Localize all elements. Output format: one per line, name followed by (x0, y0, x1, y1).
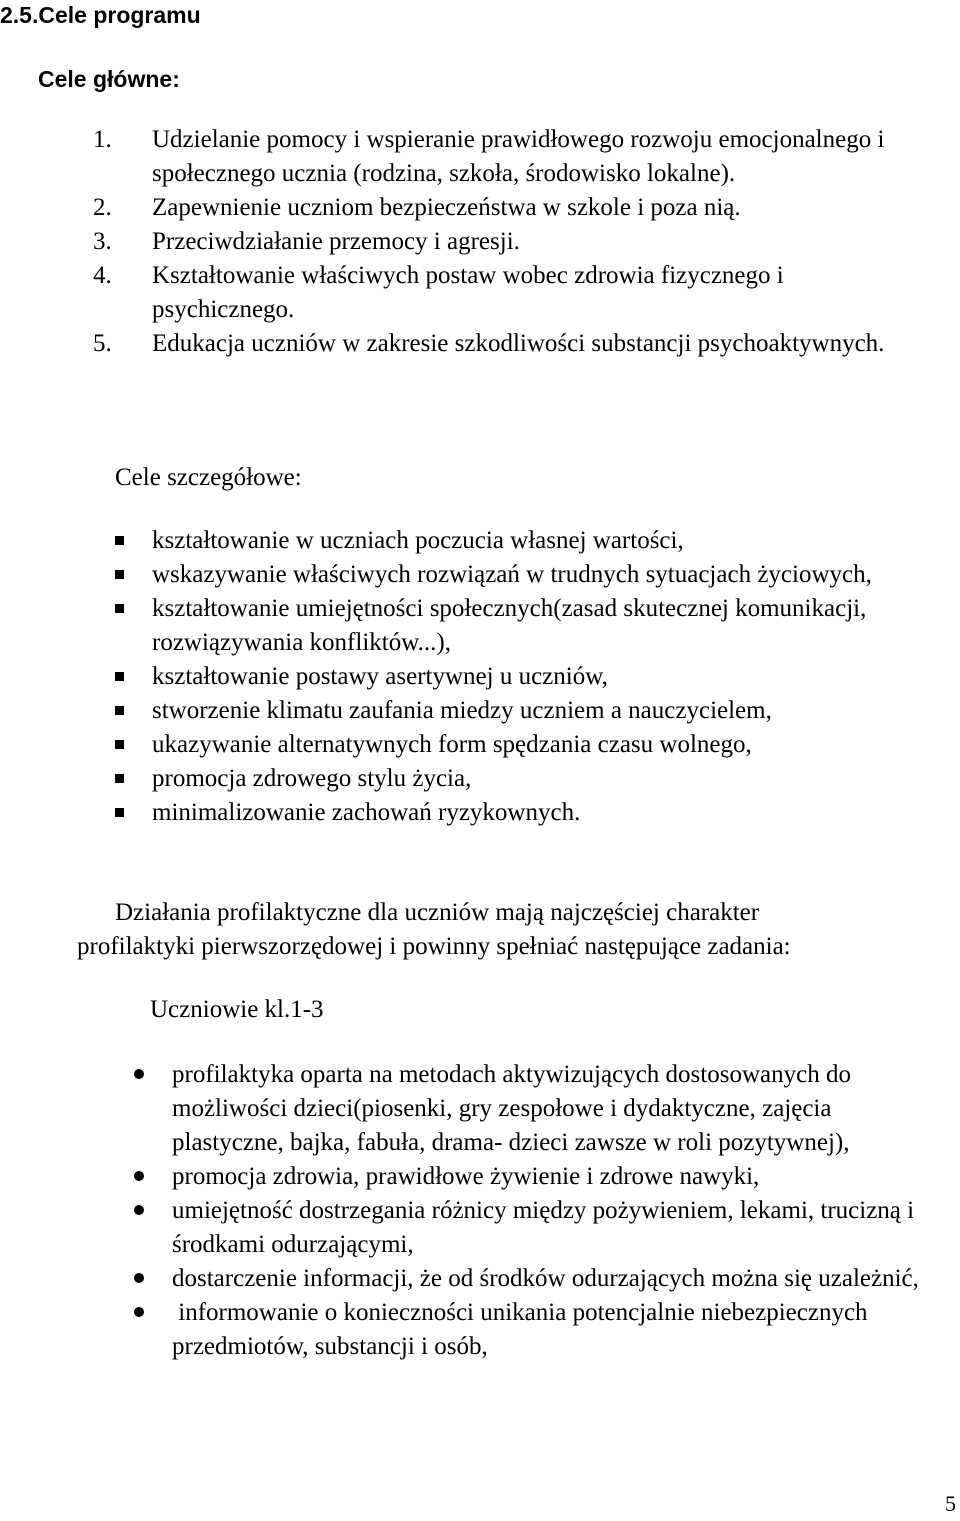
main-goal-text: Zapewnienie uczniom bezpieczeństwa w szkole i poza nią. (152, 194, 741, 221)
main-goal-text: Przeciwdziałanie przemocy i agresji. (152, 228, 520, 255)
specific-goal-text: minimalizowanie zachowań ryzykownych. (152, 799, 581, 826)
grade-task-text: informowanie o konieczności unikania potencjalnie niebezpiecznych przedmiotów, substancji i osób, (172, 1299, 874, 1360)
page-number: 5 (945, 1491, 956, 1516)
square-bullet-icon (115, 740, 124, 749)
grade-task-item (0, 1058, 960, 1160)
square-bullet-icon (115, 808, 124, 817)
main-goal-item (0, 327, 960, 361)
grade-task-text: umiejętność dostrzegania różnicy między pożywieniem, lekami, trucizną i środkami odurzającymi, (172, 1197, 915, 1258)
specific-goal-item (0, 694, 960, 728)
round-bullet-icon (134, 1307, 144, 1317)
section-heading: 2.5.Cele programu (0, 2, 201, 28)
main-goal-item (0, 259, 960, 327)
specific-goal-text: promocja zdrowego stylu życia, (152, 765, 472, 792)
round-bullet-icon (134, 1171, 144, 1181)
main-goal-item (0, 225, 960, 259)
main-goal-text: Udzielanie pomocy i wspieranie prawidłowego rozwoju emocjonalnego i społecznego ucznia (rodzina, szkoła, środowisko lokalne). (152, 126, 885, 187)
grade-heading: Uczniowie kl.1-3 (150, 996, 324, 1023)
intro-paragraph (77, 896, 947, 964)
specific-goal-text: ukazywanie alternatywnych form spędzania czasu wolnego, (152, 731, 752, 758)
list-number: 4. (93, 262, 112, 289)
specific-goal-item (0, 660, 960, 694)
specific-goal-text: stworzenie klimatu zaufania miedzy uczniem a nauczycielem, (152, 697, 772, 724)
round-bullet-icon (134, 1205, 144, 1215)
specific-goal-item (0, 558, 960, 592)
grade-task-item (0, 1262, 960, 1296)
list-number: 3. (93, 228, 112, 255)
specific-goal-text: kształtowanie umiejętności społecznych(zasad skutecznej komunikacji, rozwiązywania konfliktów...), (152, 595, 867, 656)
main-goal-text: Edukacja uczniów w zakresie szkodliwości substancji psychoaktywnych. (152, 330, 885, 357)
specific-goal-item (0, 796, 960, 830)
square-bullet-icon (115, 672, 124, 681)
round-bullet-icon (134, 1069, 144, 1079)
main-goal-item (0, 191, 960, 225)
round-bullet-icon (134, 1273, 144, 1283)
intro-line: Działania profilaktyczne dla uczniów mają najczęściej charakter (115, 899, 760, 926)
list-number: 1. (93, 126, 112, 153)
grade-task-list (0, 1058, 960, 1364)
specific-goals-list (0, 524, 960, 830)
square-bullet-icon (115, 706, 124, 715)
specific-goal-item (0, 524, 960, 558)
specific-goal-item (0, 728, 960, 762)
square-bullet-icon (115, 774, 124, 783)
specific-goal-item (0, 762, 960, 796)
grade-task-text: profilaktyka oparta na metodach aktywizujących dostosowanych do możliwości dzieci(piosenki, gry zespołowe i dydaktyczne, zajęcia plastyczne, bajka, fabuła, drama- dzieci zawsze w roli pozytywnej), (172, 1061, 851, 1156)
square-bullet-icon (115, 536, 124, 545)
main-goal-text: Kształtowanie właściwych postaw wobec zdrowia fizycznego i psychicznego. (152, 262, 784, 323)
grade-task-item (0, 1160, 960, 1194)
main-goals-list (0, 123, 960, 361)
specific-goal-text: kształtowanie postawy asertywnej u uczniów, (152, 663, 608, 690)
specific-goal-text: kształtowanie w uczniach poczucia własnej wartości, (152, 527, 684, 554)
grade-task-item (0, 1194, 960, 1262)
square-bullet-icon (115, 604, 124, 613)
square-bullet-icon (115, 570, 124, 579)
specific-goal-item (0, 592, 960, 660)
main-goals-heading: Cele główne: (38, 66, 180, 92)
list-number: 2. (93, 194, 112, 221)
intro-line: profilaktyki pierwszorzędowej i powinny spełniać następujące zadania: (77, 933, 791, 960)
grade-task-text: dostarczenie informacji, że od środków odurzających można się uzależnić, (172, 1265, 919, 1292)
grade-task-item (0, 1296, 960, 1364)
grade-task-text: promocja zdrowia, prawidłowe żywienie i zdrowe nawyki, (172, 1163, 760, 1190)
specific-goals-heading: Cele szczegółowe: (115, 464, 302, 491)
list-number: 5. (93, 330, 112, 357)
specific-goal-text: wskazywanie właściwych rozwiązań w trudnych sytuacjach życiowych, (152, 561, 872, 588)
main-goal-item (0, 123, 960, 191)
